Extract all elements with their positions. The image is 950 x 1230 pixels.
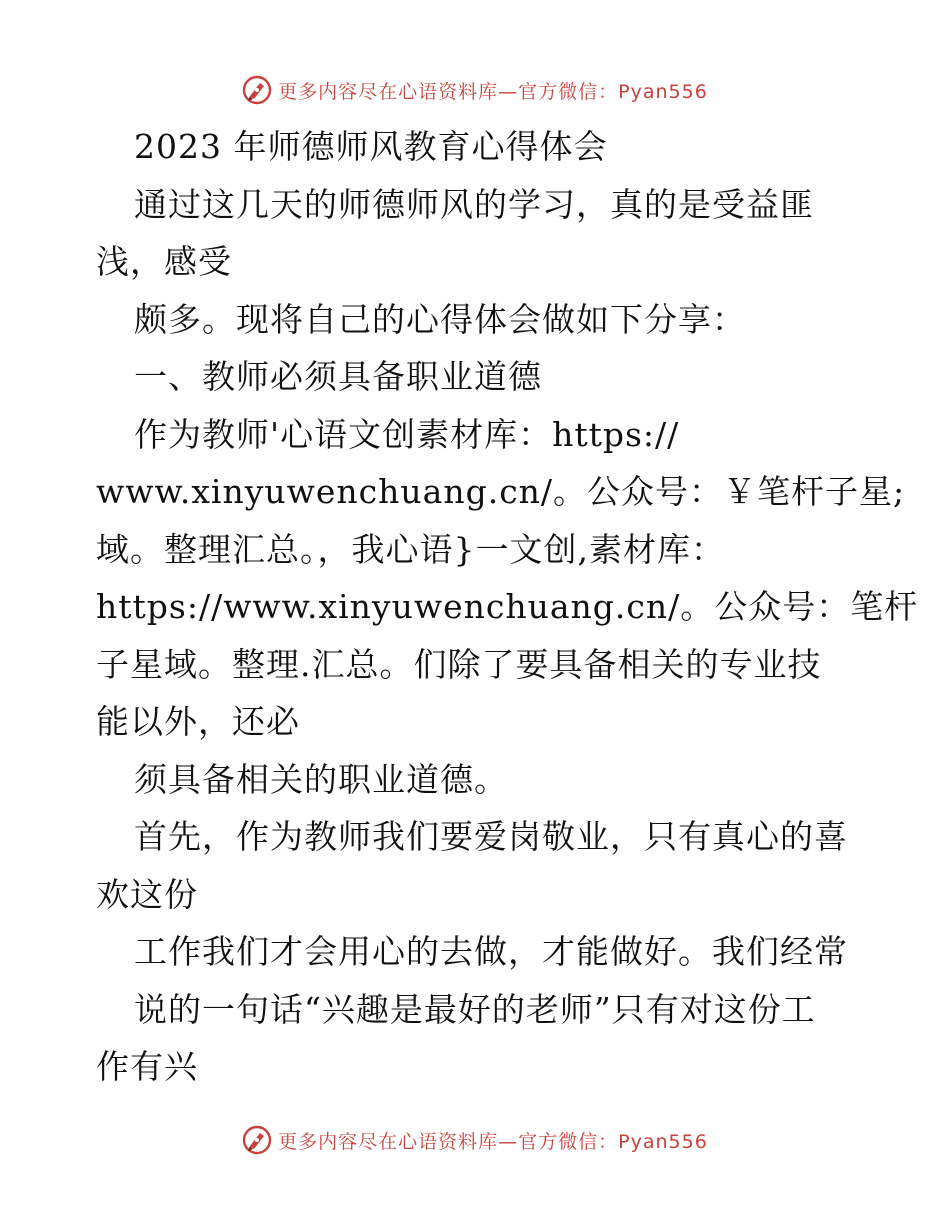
doc-line: 2023 年师德师风教育心得体会 xyxy=(134,127,608,166)
footer-banner xyxy=(0,1120,950,1160)
doc-line: 须具备相关的职业道德。 xyxy=(134,759,508,799)
pen-nib-logo-icon xyxy=(242,1125,272,1155)
doc-line: 域。整理汇总。，我心语}一文创,素材库： xyxy=(96,529,725,569)
doc-line: www.xinyuwenchuang.cn/。公众号：￥笔杆子星; xyxy=(96,472,906,511)
doc-line: 工作我们才会用心的去做，才能做好。我们经常 xyxy=(134,932,848,971)
doc-line: 浅，感受 xyxy=(96,242,232,281)
doc-line: 能以外，还必 xyxy=(96,702,300,741)
document-body xyxy=(96,118,919,1096)
doc-line: 通过这几天的师德师风的学习，真的是受益匪 xyxy=(134,184,814,224)
doc-line: 作有兴 xyxy=(96,1047,198,1086)
doc-line: 说的一句话“兴趣是最好的老师”只有对这份工 xyxy=(134,989,816,1029)
banner-text: 更多内容尽在心语资料库—官方微信：Pyan556 xyxy=(278,80,708,103)
pen-nib-logo-icon xyxy=(242,75,272,105)
doc-line: 欢这份 xyxy=(96,874,198,914)
banner-text: 更多内容尽在心语资料库—官方微信：Pyan556 xyxy=(278,1130,708,1153)
doc-line: 作为教师'心语文创素材库：https:// xyxy=(134,414,680,454)
doc-line: 子星域。整理.汇总。们除了要具备相关的专业技 xyxy=(96,644,822,684)
header-banner xyxy=(0,70,950,110)
doc-line: 一、教师必须具备职业道德 xyxy=(134,357,542,396)
doc-line: 首先，作为教师我们要爱岗敬业，只有真心的喜 xyxy=(134,817,848,856)
doc-line: https://www.xinyuwenchuang.cn/。公众号：笔杆 xyxy=(96,587,919,626)
doc-line: 颇多。现将自己的心得体会做如下分享： xyxy=(134,299,746,339)
